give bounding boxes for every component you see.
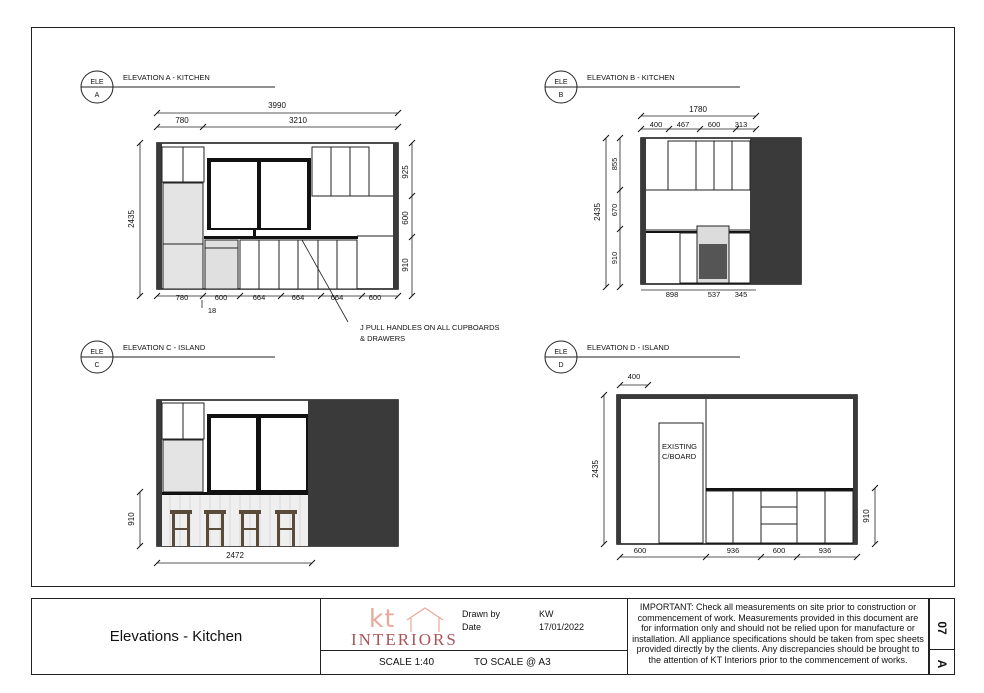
dim-a-bottom-3: 664 xyxy=(252,293,266,302)
important-note: IMPORTANT: Check all measurements on site prior to construction or commencement of work. Measurements provided in this document are for information only and should not be relied upon for manufacture or installation. All appliance specifications should be taken from spec sheets provided directly by the clients. Any discrepancies should be brought to the attention of KT Interiors prior to the commencement of works. xyxy=(632,602,924,665)
sheet-divider xyxy=(930,649,954,650)
dim-d-right: 910 xyxy=(862,509,871,523)
elevation-a xyxy=(81,71,500,343)
dim-a-bottom-1: 780 xyxy=(175,293,189,302)
sheet-number xyxy=(930,621,954,635)
dim-a-top-2: 3210 xyxy=(289,116,307,125)
elevation-tag-a xyxy=(81,71,275,103)
house-outline-icon xyxy=(405,606,445,632)
dim-d-height: 2435 xyxy=(591,460,600,478)
dim-b-bottom-2: 537 xyxy=(707,290,721,299)
dim-d-bottom-2: 936 xyxy=(726,546,740,555)
dim-a-bottom-4: 664 xyxy=(291,293,305,302)
dim-a-bottom-5: 664 xyxy=(330,293,344,302)
sheet-letter-text: A xyxy=(935,659,949,669)
dim-a-height: 2435 xyxy=(127,210,136,228)
dim-a-top-1: 780 xyxy=(175,116,189,125)
dim-b-top-4: 313 xyxy=(734,120,748,129)
dim-d-bottom-1: 600 xyxy=(633,546,647,555)
scale-row xyxy=(321,650,627,676)
existing-cboard-line2: C/BOARD xyxy=(662,452,697,461)
elevation-tag-d xyxy=(545,341,740,373)
tag-a-bottom: A xyxy=(94,92,100,99)
logo-kt: kt xyxy=(369,604,396,633)
dim-a-gap: 18 xyxy=(207,306,217,315)
tag-d-bottom: D xyxy=(558,362,564,369)
tag-b-bottom: B xyxy=(558,92,564,99)
dim-b-top-3: 600 xyxy=(707,120,721,129)
dim-a-bottom-2: 600 xyxy=(214,293,228,302)
elevation-b-title: ELEVATION B - KITCHEN xyxy=(587,73,675,82)
dim-c-bottom: 2472 xyxy=(226,551,244,560)
dim-b-left-3: 910 xyxy=(610,251,619,265)
dim-d-top: 400 xyxy=(627,372,641,381)
scale-value: SCALE 1:40 xyxy=(379,657,435,668)
elevation-c xyxy=(81,341,398,566)
sheet-number-text: 07 xyxy=(935,621,949,635)
date-value: 17/01/2022 xyxy=(539,622,585,632)
dim-b-bottom-3: 345 xyxy=(734,290,748,299)
dim-b-height: 2435 xyxy=(593,203,602,221)
dim-a-right-1: 925 xyxy=(401,165,410,179)
dim-b-top-1: 400 xyxy=(649,120,663,129)
sheet-letter xyxy=(930,657,954,671)
note-handles-line2: & DRAWERS xyxy=(360,334,406,343)
elevation-d-title: ELEVATION D - ISLAND xyxy=(587,343,670,352)
dim-d-bottom-3: 600 xyxy=(772,546,786,555)
existing-cboard-line1: EXISTING xyxy=(662,442,698,451)
tag-c-top: ELE xyxy=(90,349,104,356)
dim-a-right-3: 910 xyxy=(401,258,410,272)
dim-b-left-2: 670 xyxy=(610,203,619,217)
dim-b-left-1: 855 xyxy=(610,157,619,171)
drawn-by-value: KW xyxy=(539,609,554,619)
elevation-c-title: ELEVATION C - ISLAND xyxy=(123,343,206,352)
to-scale-note: TO SCALE @ A3 xyxy=(474,657,551,668)
date-label: Date xyxy=(462,622,482,632)
elevation-tag-b xyxy=(545,71,740,103)
elevation-a-title: ELEVATION A - KITCHEN xyxy=(123,73,210,82)
dim-d-bottom-4: 936 xyxy=(818,546,832,555)
title-block-info-cell xyxy=(320,598,628,675)
tag-c-bottom: C xyxy=(94,362,100,369)
elevation-tag-c xyxy=(81,341,275,373)
dim-b-bottom-1: 898 xyxy=(665,290,679,299)
dim-a-right-2: 600 xyxy=(401,211,410,225)
dim-a-bottom-6: 600 xyxy=(368,293,382,302)
important-note-cell xyxy=(627,598,929,675)
logo-interiors: INTERIORS xyxy=(351,630,458,649)
elevation-b xyxy=(545,71,801,299)
note-handles-line1: J PULL HANDLES ON ALL CUPBOARDS xyxy=(360,323,500,332)
drawn-by-label: Drawn by xyxy=(462,609,501,619)
tag-d-top: ELE xyxy=(554,349,568,356)
dim-b-top-2: 467 xyxy=(676,120,690,129)
tag-b-top: ELE xyxy=(554,79,568,86)
tag-a-top: ELE xyxy=(90,79,104,86)
dim-a-overall: 3990 xyxy=(268,101,286,110)
dim-c-left: 910 xyxy=(127,512,136,526)
drawing-title: Elevations - Kitchen xyxy=(109,628,243,645)
elevation-d xyxy=(545,341,878,560)
kt-interiors-logo xyxy=(351,604,458,652)
sheet-number-cell xyxy=(929,598,955,675)
title-block-title-cell xyxy=(31,598,321,675)
dim-b-overall: 1780 xyxy=(689,105,707,114)
